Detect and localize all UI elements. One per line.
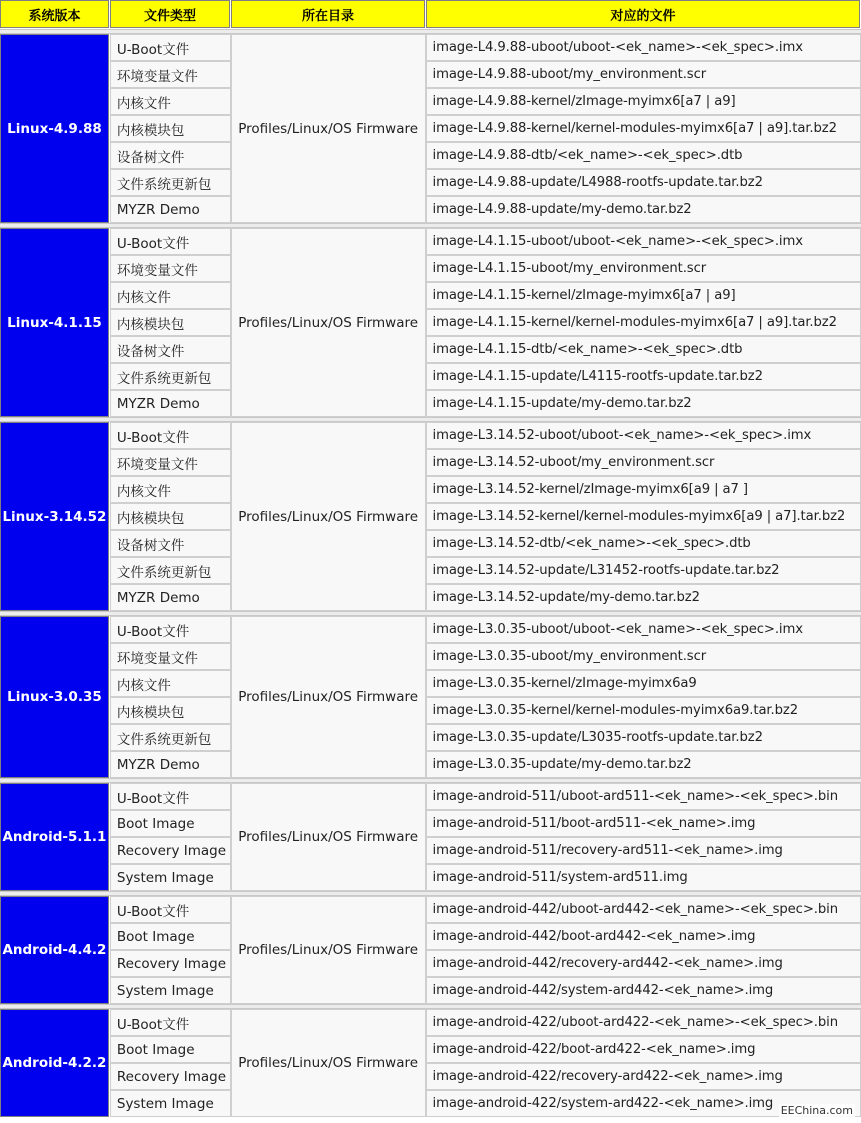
table-group bbox=[0, 1009, 861, 1117]
file-type-cell: System Image bbox=[110, 977, 231, 1004]
table-group bbox=[0, 34, 861, 223]
file-type-cell: Boot Image bbox=[110, 810, 231, 837]
table-group bbox=[0, 783, 861, 891]
file-type-cell: 文件系统更新包 bbox=[110, 557, 231, 584]
header-os-version: 系统版本 bbox=[0, 0, 109, 28]
file-path-cell: image-android-511/boot-ard511-<ek_name>.img bbox=[426, 810, 861, 837]
file-path-cell: image-L3.0.35-kernel/kernel-modules-myimx6a9.tar.bz2 bbox=[426, 697, 861, 724]
file-type-cell: 环境变量文件 bbox=[110, 61, 231, 88]
directory-cell: Profiles/Linux/OS Firmware bbox=[231, 34, 426, 223]
file-type-cell: 环境变量文件 bbox=[110, 255, 231, 282]
file-type-cell: Boot Image bbox=[110, 1036, 231, 1063]
file-path-cell: image-L4.1.15-uboot/uboot-<ek_name>-<ek_spec>.imx bbox=[426, 228, 861, 255]
file-type-cell: MYZR Demo bbox=[110, 751, 231, 778]
file-type-cell: System Image bbox=[110, 864, 231, 891]
file-path-cell: image-android-511/recovery-ard511-<ek_name>.img bbox=[426, 837, 861, 864]
file-path-cell: image-L3.0.35-kernel/zImage-myimx6a9 bbox=[426, 670, 861, 697]
file-type-cell: Recovery Image bbox=[110, 950, 231, 977]
table-group bbox=[0, 896, 861, 1004]
file-type-cell: 内核模块包 bbox=[110, 697, 231, 724]
file-type-cell: 文件系统更新包 bbox=[110, 169, 231, 196]
file-type-column bbox=[110, 228, 231, 417]
file-path-cell: image-android-442/boot-ard442-<ek_name>.img bbox=[426, 923, 861, 950]
file-path-cell: image-L4.1.15-uboot/my_environment.scr bbox=[426, 255, 861, 282]
file-path-cell: image-L4.1.15-dtb/<ek_name>-<ek_spec>.dtb bbox=[426, 336, 861, 363]
table-group bbox=[0, 422, 861, 611]
file-path-cell: image-android-422/uboot-ard422-<ek_name>-<ek_spec>.bin bbox=[426, 1009, 861, 1036]
file-type-cell: U-Boot文件 bbox=[110, 34, 231, 61]
file-path-cell: image-L4.1.15-kernel/kernel-modules-myimx6[a7 | a9].tar.bz2 bbox=[426, 309, 861, 336]
file-path-cell: image-L4.1.15-kernel/zImage-myimx6[a7 | a9] bbox=[426, 282, 861, 309]
table-header bbox=[0, 0, 861, 29]
file-type-column bbox=[110, 422, 231, 611]
file-path-column bbox=[426, 422, 861, 611]
directory-cell: Profiles/Linux/OS Firmware bbox=[231, 228, 426, 417]
file-path-column bbox=[426, 228, 861, 417]
file-path-column bbox=[426, 783, 861, 891]
file-path-cell: image-L3.0.35-uboot/my_environment.scr bbox=[426, 643, 861, 670]
file-type-cell: 内核文件 bbox=[110, 670, 231, 697]
directory-cell: Profiles/Linux/OS Firmware bbox=[231, 422, 426, 611]
file-type-cell: MYZR Demo bbox=[110, 584, 231, 611]
file-path-cell: image-L4.9.88-uboot/uboot-<ek_name>-<ek_spec>.imx bbox=[426, 34, 861, 61]
os-version-cell: Linux-4.9.88 bbox=[0, 34, 109, 223]
file-type-cell: 内核文件 bbox=[110, 476, 231, 503]
file-type-cell: 内核文件 bbox=[110, 282, 231, 309]
file-type-column bbox=[110, 616, 231, 778]
file-type-cell: U-Boot文件 bbox=[110, 896, 231, 923]
file-path-cell: image-L3.14.52-uboot/my_environment.scr bbox=[426, 449, 861, 476]
file-type-cell: U-Boot文件 bbox=[110, 1009, 231, 1036]
file-path-cell: image-android-511/uboot-ard511-<ek_name>-<ek_spec>.bin bbox=[426, 783, 861, 810]
file-type-cell: 内核文件 bbox=[110, 88, 231, 115]
file-path-cell: image-android-442/recovery-ard442-<ek_name>.img bbox=[426, 950, 861, 977]
os-version-cell: Android-5.1.1 bbox=[0, 783, 109, 891]
file-path-column bbox=[426, 34, 861, 223]
file-path-cell: image-L4.1.15-update/my-demo.tar.bz2 bbox=[426, 390, 861, 417]
file-path-cell: image-android-511/system-ard511.img bbox=[426, 864, 861, 891]
file-path-column bbox=[426, 896, 861, 1004]
file-path-column bbox=[426, 1009, 861, 1117]
file-type-cell: 内核模块包 bbox=[110, 309, 231, 336]
file-path-cell: image-L3.14.52-dtb/<ek_name>-<ek_spec>.dtb bbox=[426, 530, 861, 557]
directory-cell: Profiles/Linux/OS Firmware bbox=[231, 1009, 426, 1117]
file-path-cell: image-L3.14.52-update/L31452-rootfs-update.tar.bz2 bbox=[426, 557, 861, 584]
file-path-cell: image-L4.9.88-uboot/my_environment.scr bbox=[426, 61, 861, 88]
header-file-type: 文件类型 bbox=[110, 0, 230, 28]
file-path-cell: image-L3.14.52-kernel/kernel-modules-myimx6[a9 | a7].tar.bz2 bbox=[426, 503, 861, 530]
file-type-cell: 内核模块包 bbox=[110, 115, 231, 142]
file-type-cell: 设备树文件 bbox=[110, 142, 231, 169]
file-path-cell: image-L4.9.88-kernel/zImage-myimx6[a7 | a9] bbox=[426, 88, 861, 115]
file-path-cell: image-L3.14.52-uboot/uboot-<ek_name>-<ek_spec>.imx bbox=[426, 422, 861, 449]
file-path-column bbox=[426, 616, 861, 778]
os-version-cell: Linux-4.1.15 bbox=[0, 228, 109, 417]
file-path-cell: image-android-422/boot-ard422-<ek_name>.img bbox=[426, 1036, 861, 1063]
directory-cell: Profiles/Linux/OS Firmware bbox=[231, 896, 426, 1004]
os-version-cell: Linux-3.14.52 bbox=[0, 422, 109, 611]
file-type-column bbox=[110, 896, 231, 1004]
file-type-cell: System Image bbox=[110, 1090, 231, 1117]
table-group bbox=[0, 616, 861, 778]
file-type-cell: 文件系统更新包 bbox=[110, 363, 231, 390]
table-group bbox=[0, 228, 861, 417]
file-type-cell: 设备树文件 bbox=[110, 336, 231, 363]
file-path-cell: image-L3.0.35-update/my-demo.tar.bz2 bbox=[426, 751, 861, 778]
directory-cell: Profiles/Linux/OS Firmware bbox=[231, 616, 426, 778]
file-path-cell: image-android-422/recovery-ard422-<ek_name>.img bbox=[426, 1063, 861, 1090]
watermark-text: EEChina.com bbox=[780, 1104, 853, 1117]
file-type-cell: 设备树文件 bbox=[110, 530, 231, 557]
directory-cell: Profiles/Linux/OS Firmware bbox=[231, 783, 426, 891]
file-path-cell: image-L4.9.88-dtb/<ek_name>-<ek_spec>.dtb bbox=[426, 142, 861, 169]
file-type-column bbox=[110, 34, 231, 223]
file-path-cell: image-L4.9.88-kernel/kernel-modules-myimx6[a7 | a9].tar.bz2 bbox=[426, 115, 861, 142]
file-type-cell: 文件系统更新包 bbox=[110, 724, 231, 751]
file-type-cell: 环境变量文件 bbox=[110, 643, 231, 670]
file-path-cell: image-L3.14.52-update/my-demo.tar.bz2 bbox=[426, 584, 861, 611]
file-type-cell: U-Boot文件 bbox=[110, 228, 231, 255]
file-path-cell: image-L4.1.15-update/L4115-rootfs-update.tar.bz2 bbox=[426, 363, 861, 390]
file-type-cell: MYZR Demo bbox=[110, 196, 231, 223]
file-type-cell: MYZR Demo bbox=[110, 390, 231, 417]
file-type-cell: U-Boot文件 bbox=[110, 783, 231, 810]
file-path-cell: image-L4.9.88-update/L4988-rootfs-update.tar.bz2 bbox=[426, 169, 861, 196]
file-type-cell: U-Boot文件 bbox=[110, 422, 231, 449]
os-version-cell: Android-4.4.2 bbox=[0, 896, 109, 1004]
file-type-column bbox=[110, 1009, 231, 1117]
file-type-cell: 内核模块包 bbox=[110, 503, 231, 530]
header-file: 对应的文件 bbox=[426, 0, 860, 28]
file-type-cell: Boot Image bbox=[110, 923, 231, 950]
file-path-cell: image-android-442/system-ard442-<ek_name>.img bbox=[426, 977, 861, 1004]
file-path-cell: image-L3.0.35-uboot/uboot-<ek_name>-<ek_spec>.imx bbox=[426, 616, 861, 643]
file-type-cell: Recovery Image bbox=[110, 1063, 231, 1090]
file-type-column bbox=[110, 783, 231, 891]
file-path-cell: image-android-422/system-ard422-<ek_name>.img bbox=[426, 1090, 861, 1117]
file-path-cell: image-L4.9.88-update/my-demo.tar.bz2 bbox=[426, 196, 861, 223]
header-directory: 所在目录 bbox=[231, 0, 425, 28]
table-body bbox=[0, 29, 861, 1117]
file-type-cell: 环境变量文件 bbox=[110, 449, 231, 476]
file-path-cell: image-L3.0.35-update/L3035-rootfs-update.tar.bz2 bbox=[426, 724, 861, 751]
file-path-cell: image-android-442/uboot-ard442-<ek_name>-<ek_spec>.bin bbox=[426, 896, 861, 923]
os-version-cell: Linux-3.0.35 bbox=[0, 616, 109, 778]
file-type-cell: Recovery Image bbox=[110, 837, 231, 864]
file-path-cell: image-L3.14.52-kernel/zImage-myimx6[a9 | a7 ] bbox=[426, 476, 861, 503]
file-type-cell: U-Boot文件 bbox=[110, 616, 231, 643]
os-version-cell: Android-4.2.2 bbox=[0, 1009, 109, 1117]
